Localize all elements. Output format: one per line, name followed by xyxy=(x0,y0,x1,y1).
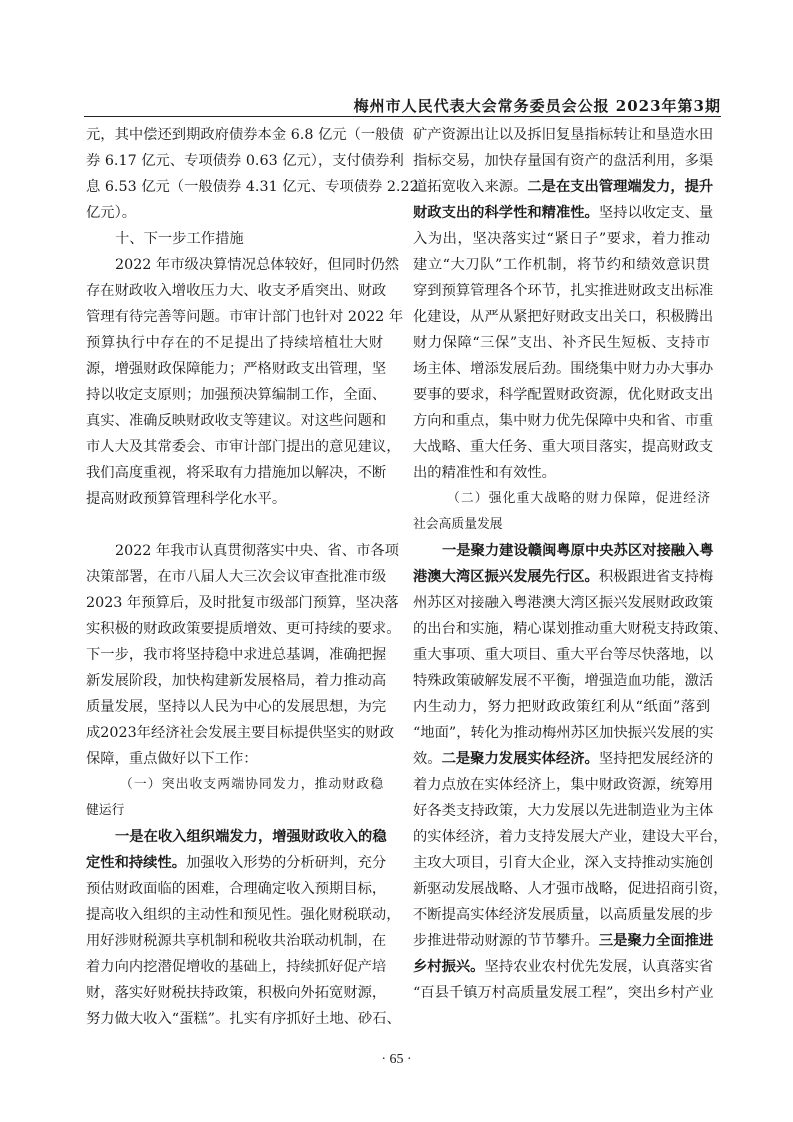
text-line xyxy=(86,694,387,720)
text-segment: 元，其中偿还到期政府债券本金 6.8 亿元（一般债 xyxy=(86,127,404,143)
text-line xyxy=(86,460,387,486)
bold-text: 一是在收入组织端发力，增强财政收入的稳 xyxy=(115,829,387,845)
text-segment: 2022 年我市认真贯彻落实中央、省、市各项 xyxy=(115,543,399,559)
text-segment: 出的精准性和有效性。 xyxy=(413,465,556,481)
text-segment: 不断提高实体经济发展质量，以高质量发展的步 xyxy=(413,907,714,923)
text-line xyxy=(86,538,399,564)
text-segment: 健运行 xyxy=(86,803,125,818)
bold-text: 三是聚力全面推进 xyxy=(598,933,714,949)
text-segment: 财，落实好财税扶持政策，积极向外拓宽财源， xyxy=(86,985,387,1001)
header-rule xyxy=(84,116,721,117)
text-segment: 预算执行中存在的不足提出了持续培植壮大财 xyxy=(86,335,383,351)
text-line xyxy=(413,148,714,174)
text-segment: 预估财政面临的困难，合理确定收入预期目标， xyxy=(86,881,387,897)
text-line xyxy=(413,174,714,200)
text-segment: 2023 年预算后，及时批复市级部门预算，坚决落 xyxy=(86,595,399,611)
text-segment: 财力保障“三保”支出、补齐民生短板、支持市 xyxy=(413,335,710,351)
bold-text: 二是聚力发展实体经济。 xyxy=(441,751,599,767)
text-line xyxy=(413,902,714,928)
text-segment: 步推进带动财源的节节攀升。 xyxy=(413,933,599,949)
text-segment: 重大事项、重大项目、重大平台等尽快落地，以 xyxy=(413,647,714,663)
text-line xyxy=(413,278,714,304)
text-line xyxy=(413,252,710,278)
text-line xyxy=(86,772,383,798)
text-segment: 坚持把发展经济的 xyxy=(598,751,714,767)
text-segment: 成2023年经济社会发展主要目标提供坚实的财政 xyxy=(86,725,395,741)
text-segment: 质量发展，坚持以人民为中心的发展思想，为完 xyxy=(86,699,387,715)
text-line xyxy=(413,642,714,668)
right-column xyxy=(413,122,728,1006)
text-line xyxy=(413,356,714,382)
bold-text: 港澳大湾区振兴发展先行区。 xyxy=(413,569,599,585)
text-segment: 社会高质量发展 xyxy=(413,517,503,532)
text-line xyxy=(413,720,714,746)
page-number: · 65 · xyxy=(381,1052,412,1067)
text-segment: 存在财政收入增收压力大、收支矛盾突出、财政 xyxy=(86,283,387,299)
text-segment: 入为出，坚决落实过“紧日子”要求，着力推动 xyxy=(413,231,710,247)
text-line xyxy=(413,226,710,252)
text-segment: 的出台和实施，精心谋划推动重大财税支持政策、 xyxy=(413,621,728,637)
text-line xyxy=(86,1006,401,1032)
text-line xyxy=(86,434,401,460)
text-segment: （二）强化重大战略的财力保障，促进经济 xyxy=(447,491,710,506)
text-segment: 努力做大收入“蛋糕”。扎实有序抓好土地、砂石、 xyxy=(86,1011,401,1027)
text-line xyxy=(86,642,387,668)
text-line xyxy=(413,668,714,694)
text-line xyxy=(413,200,714,226)
text-segment: 矿产资源出让以及拆旧复垦指标转让和垦造水田 xyxy=(413,127,714,143)
text-line xyxy=(86,824,387,850)
text-line xyxy=(86,122,404,148)
text-segment: 我们高度重视，将采取有力措施加以解决，不断 xyxy=(86,465,387,481)
text-line xyxy=(413,694,710,720)
text-segment: 下一步，我市将坚持稳中求进总基调，准确把握 xyxy=(86,647,387,663)
text-line xyxy=(413,434,714,460)
text-line xyxy=(86,850,387,876)
text-segment: 提高财政预算管理科学化水平。 xyxy=(86,491,287,507)
text-segment: 道拓宽收入来源。 xyxy=(413,179,528,195)
text-segment: 特殊政策破解发展不平衡，增强造血功能，激活 xyxy=(413,673,714,689)
text-line xyxy=(86,148,404,174)
text-segment: 源，增强财政保障能力；严格财政支出管理，坚 xyxy=(86,361,387,377)
text-line xyxy=(413,538,714,564)
text-line xyxy=(413,590,714,616)
text-segment: 2022 年市级决算情况总体较好，但同时仍然 xyxy=(115,257,399,273)
text-segment: 积极跟进省支持梅 xyxy=(598,569,714,585)
text-segment: 保障，重点做好以下工作： xyxy=(86,751,258,767)
text-line xyxy=(86,798,383,824)
text-segment: 指标交易，加快存量国有资产的盘活利用，多渠 xyxy=(413,153,714,169)
page-header: 梅州市人民代表大会常务委员会公报 2023年第3期 xyxy=(353,97,721,115)
text-line xyxy=(86,954,387,980)
text-segment: 十、下一步工作措施 xyxy=(115,231,244,247)
text-segment: 化建设，从严从紧把好财政支出关口，积极腾出 xyxy=(413,309,714,325)
text-segment: 效。 xyxy=(413,751,442,767)
text-segment: “百县千镇万村高质量发展工程”，突出乡村产业 xyxy=(413,985,714,1001)
text-line xyxy=(86,252,399,278)
text-line xyxy=(86,668,387,694)
text-line xyxy=(86,746,383,772)
text-segment: 着力点放在实体经济上，集中财政资源，统筹用 xyxy=(413,777,714,793)
text-segment: 场主体、增添发展后劲。围绕集中财力办大事办 xyxy=(413,361,714,377)
text-segment: 新驱动发展战略、人才强市战略，促进招商引资， xyxy=(413,881,728,897)
text-line xyxy=(413,486,710,512)
text-segment: 加强收入形势的分析研判，充分 xyxy=(186,855,387,871)
text-line xyxy=(413,122,714,148)
text-line xyxy=(413,408,714,434)
text-segment: 主攻大项目，引育大企业，深入支持推动实施创 xyxy=(413,855,714,871)
text-segment: 好各类支持政策，大力发展以先进制造业为主体 xyxy=(413,803,714,819)
text-line xyxy=(86,304,404,330)
text-line xyxy=(413,928,714,954)
text-line xyxy=(86,408,387,434)
text-segment: 要事的要求，科学配置财政资源，优化财政支出 xyxy=(413,387,714,403)
text-line xyxy=(86,330,383,356)
text-line xyxy=(86,564,387,590)
text-segment: 真实、准确反映财政收支等建议。对这些问题和 xyxy=(86,413,387,429)
text-line xyxy=(86,200,383,226)
text-line xyxy=(86,278,387,304)
text-segment: 券 6.17 亿元、专项债券 0.63 亿元），支付债券利 xyxy=(86,153,404,169)
bold-text: 财政支出的科学性和精准性。 xyxy=(413,205,599,221)
text-line xyxy=(413,460,710,486)
text-line xyxy=(86,902,401,928)
text-segment: 市人大及其常委会、市审计部门提出的意见建议， xyxy=(86,439,401,455)
bold-text: 定性和持续性。 xyxy=(86,855,187,871)
text-segment: 方向和重点，集中财力优先保障中央和省、市重 xyxy=(413,413,714,429)
text-line xyxy=(86,590,399,616)
text-line xyxy=(413,512,710,538)
text-line xyxy=(413,980,714,1006)
text-segment: 坚持农业农村优先发展，认真落实省 xyxy=(484,959,714,975)
text-segment: 穿到预算管理各个环节，扎实推进财政支出标准 xyxy=(413,283,714,299)
text-line xyxy=(413,772,714,798)
bold-text: 一是聚力建设赣闽粤原中央苏区对接融入粤 xyxy=(442,543,714,559)
text-segment: 决策部署，在市八届人大三次会议审查批准市级 xyxy=(86,569,387,585)
text-segment: （一）突出收支两端协同发力，推动财政稳 xyxy=(120,777,383,792)
text-segment: 实积极的财政政策要提质增效、更可持续的要求。 xyxy=(86,621,401,637)
text-line xyxy=(413,746,714,772)
text-line xyxy=(413,824,728,850)
text-line xyxy=(86,980,387,1006)
text-line xyxy=(413,330,710,356)
text-line xyxy=(86,512,383,538)
text-segment: 亿元）。 xyxy=(86,205,137,221)
text-line xyxy=(86,616,401,642)
text-line xyxy=(413,304,714,330)
text-line xyxy=(86,174,419,200)
text-segment: 大战略、重大任务、重大项目落实，提高财政支 xyxy=(413,439,714,455)
text-line xyxy=(413,876,728,902)
text-segment: 坚持以收定支、量 xyxy=(598,205,714,221)
bold-text: 乡村振兴。 xyxy=(413,959,485,975)
text-segment: 州苏区对接融入粤港澳大湾区振兴发展财政政策 xyxy=(413,595,714,611)
text-segment: 管理有待完善等问题。市审计部门也针对 2022 年 xyxy=(86,309,404,325)
text-segment: 内生动力，努力把财政政策红利从“纸面”落到 xyxy=(413,699,710,715)
text-line xyxy=(413,798,714,824)
text-line xyxy=(86,486,383,512)
text-line xyxy=(86,356,387,382)
text-line xyxy=(86,382,387,408)
text-line xyxy=(86,720,395,746)
left-column xyxy=(86,122,419,1032)
text-line xyxy=(413,954,714,980)
text-segment: “地面”，转化为推动梅州苏区加快振兴发展的实 xyxy=(413,725,714,741)
text-line xyxy=(413,564,714,590)
text-line xyxy=(86,226,383,252)
bold-text: 二是在支出管理端发力，提升 xyxy=(527,179,714,195)
text-segment: 的实体经济，着力支持发展大产业，建设大平台， xyxy=(413,829,728,845)
text-segment: 持以收定支原则；加强预决算编制工作，全面、 xyxy=(86,387,387,403)
text-segment: 提高收入组织的主动性和预见性。强化财税联动， xyxy=(86,907,401,923)
text-segment: 新发展阶段，加快构建新发展格局，着力推动高 xyxy=(86,673,387,689)
text-line xyxy=(413,616,728,642)
text-line xyxy=(86,876,387,902)
text-line xyxy=(413,382,714,408)
text-segment: 着力向内挖潜促增收的基础上，持续抓好促产培 xyxy=(86,959,387,975)
text-line xyxy=(86,928,387,954)
text-segment: 息 6.53 亿元（一般债券 4.31 亿元、专项债券 2.22 xyxy=(86,179,419,195)
text-line xyxy=(413,850,714,876)
text-segment: 建立“大刀队”工作机制，将节约和绩效意识贯 xyxy=(413,257,710,273)
text-segment: 用好涉财税源共享机制和税收共治联动机制，在 xyxy=(86,933,387,949)
